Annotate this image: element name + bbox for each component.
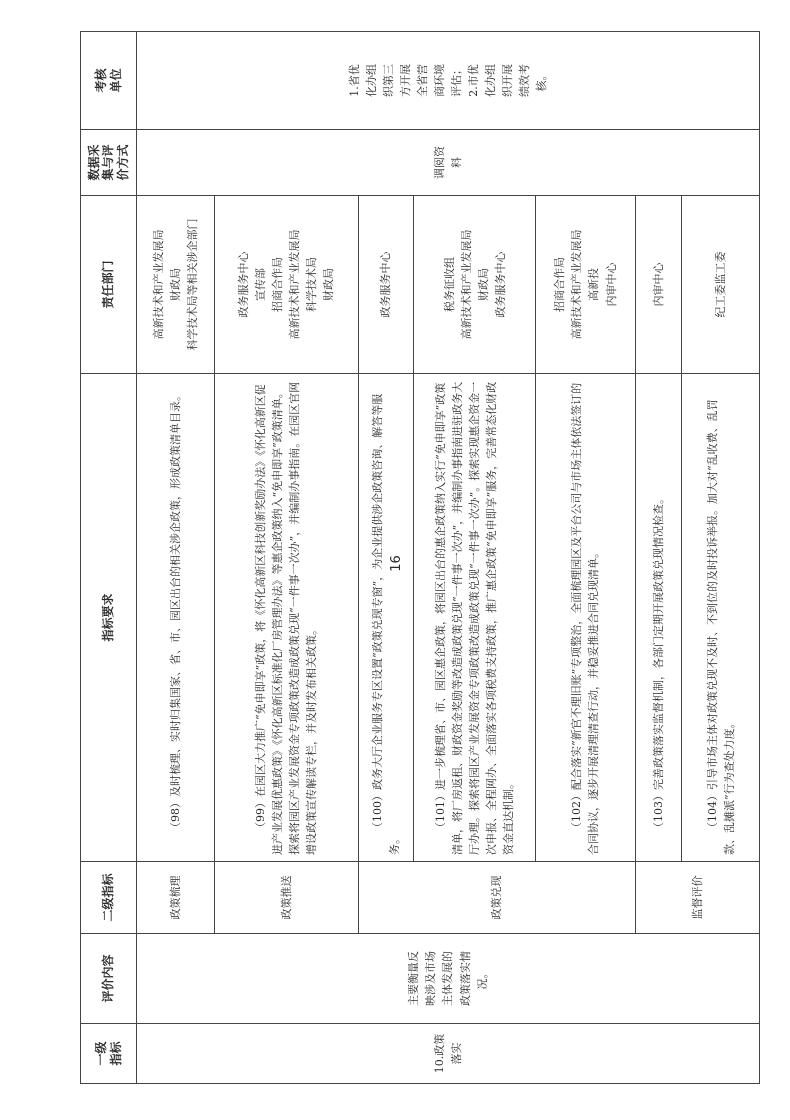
header-level2: 二级指标	[81, 862, 137, 934]
department-cell	[137, 196, 215, 374]
policy-evaluation-table	[80, 31, 760, 1084]
header-method: 数据采 集与评 价方式	[81, 130, 137, 196]
department-name: 政务服务中心	[379, 251, 393, 318]
requirement-cell: （100）政务大厅企业服务专区设置“政策兑现专窗”，为企业提供涉企政策咨询、解答等服务。	[358, 374, 414, 862]
department-name: 宣传部	[254, 268, 268, 301]
department-name: 财政局	[322, 268, 336, 301]
department-name: 内审中心	[604, 262, 618, 307]
department-cell	[358, 196, 414, 374]
department-name: 财政局	[476, 268, 490, 301]
header-unit: 考核 单位	[81, 32, 137, 130]
requirement-cell: （99）在园区大力推广“免申即享”政策，将《怀化高新区科技创新奖励办法》《怀化高新区促进产业发展优惠政策》《怀化高新区标准化厂房管理办法》等惠企政策纳入“免申即享”政策清单。探索将园区产业发展资金专项政策改造成政策兑现“一件事一次办”，并编制办事指南。在园区官网增设政策宣传解读专栏，并及时发布相关政策。	[214, 374, 358, 862]
department-name: 招商合作局	[553, 257, 567, 312]
level2-cell: 政策推送	[214, 862, 358, 934]
requirement-cell: （103）完善政策落实监督机制，各部门定期开展政策兑现情况检查。	[635, 374, 682, 862]
department-name: 高新技术和产业发展局	[151, 229, 165, 340]
department-name: 高新投	[587, 268, 601, 301]
department-name: 内审中心	[652, 262, 666, 307]
department-name: 税务征收组	[442, 257, 456, 312]
department-name: 纪工委监工委	[714, 251, 728, 318]
requirement-cell: （102）配合落实“新官不理旧账”专项整治，全面梳理园区及平台公司与市场主体依法签订的合同协议，逐步开展清理清查行动，并稳妥推进合同兑现清单。	[536, 374, 636, 862]
header-requirement: 指标要求	[81, 374, 137, 862]
header-department: 责任部门	[81, 196, 137, 374]
department-cell	[414, 196, 536, 374]
department-name: 高新技术和产业发展局	[459, 229, 473, 340]
content-cell: 主要衡量反 映涉及市场 主体发展的 政策落实情 况。	[137, 934, 760, 1024]
department-name: 财政局	[168, 268, 182, 301]
level2-cell: 政策兑现	[358, 862, 635, 934]
department-name: 科学技术局	[305, 257, 319, 312]
level2-cell: 政策梳理	[137, 862, 215, 934]
method-cell: 调阅资 料	[137, 130, 760, 196]
table-header-row	[81, 32, 137, 1084]
department-cell	[635, 196, 682, 374]
level1-cell: 10.政策 落实	[137, 1024, 760, 1084]
department-cell	[214, 196, 358, 374]
requirement-cell: （98）及时梳理、实时归集国家、省、市、园区出台的相关涉企政策，形成政策清单目录。	[137, 374, 215, 862]
requirement-cell: （104）引导市场主体对政策兑现不及时、不到位的及时投诉举报。加大对“乱收费、乱罚款、乱摊派”行为查处力度。	[682, 374, 760, 862]
level2-cell: 监督评价	[635, 862, 759, 934]
department-name: 招商合作局	[271, 257, 285, 312]
table-row	[137, 32, 215, 1084]
header-content: 评价内容	[81, 934, 137, 1024]
rotated-table-container	[80, 32, 760, 1084]
department-name: 政务服务中心	[493, 251, 507, 318]
header-level1: 一级 指标	[81, 1024, 137, 1084]
department-name: 高新技术和产业发展局	[288, 229, 302, 340]
department-cell	[682, 196, 760, 374]
requirement-cell: （101）进一步梳理省、市、园区惠企政策，将园区出台的惠企政策纳入实行“免申即享”政策清单，将厂房返租、财政资金奖励等改造成政策兑现“一件事一次办”，并编制办事指南进驻政务大厅办理。探索将园区产业发展资金专项政策改造成政策兑现“一件事一次办”。探索实现惠企资金一次申报、全程网办、全面落实各项税费支持政策，推广惠企政策“免申即享”服务，完善常态化财政资金直达机制。	[414, 374, 536, 862]
department-cell	[536, 196, 636, 374]
page-number: 16	[388, 555, 404, 572]
department-name: 政务服务中心	[237, 251, 251, 318]
department-name: 科学技术局等相关涉企部门	[185, 218, 199, 351]
department-name: 高新技术和产业发展局	[570, 229, 584, 340]
unit-cell: 1.省优 化办组 织第三 方开展 全省营 商环境 评估； 2.市优 化办组 织开展 绩效考 核。	[137, 32, 760, 130]
